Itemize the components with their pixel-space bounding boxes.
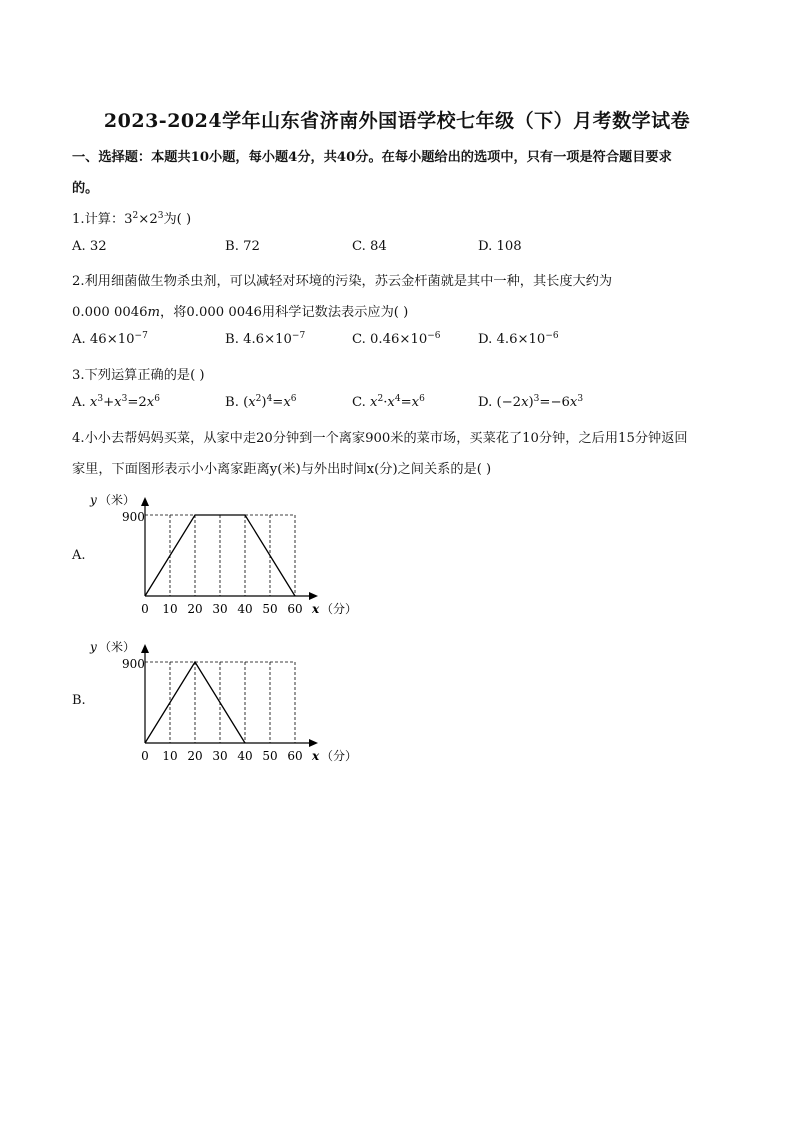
x-axis-label: （分） xyxy=(321,602,358,616)
x-tick-10: 10 xyxy=(162,749,178,763)
x-tick-50: 50 xyxy=(262,749,278,763)
section-instructions-line1: 一、选择题：本题共10小题，每小题4分，共40分。在每小题给出的选项中，只有一项是符合题目要求 xyxy=(72,150,672,165)
question-3-option-c[interactable]: C. $x^2\cdot x^4=x^6$ xyxy=(352,394,425,410)
question-2-length: 0.000 0046 xyxy=(72,305,148,320)
y-axis-var: y xyxy=(90,493,97,507)
x-tick-40: 40 xyxy=(237,749,253,763)
y-axis-arrow-icon xyxy=(141,644,149,653)
x-tick-30: 30 xyxy=(212,602,228,616)
x-tick-60: 60 xyxy=(287,602,303,616)
x-tick-0: 0 xyxy=(141,602,149,616)
x-tick-20: 20 xyxy=(187,602,203,616)
question-3-option-d[interactable]: D. $(-2x)^3=-6x^3$ xyxy=(478,394,584,410)
question-2-line2-rest: ，将0.000 0046用科学记数法表示应为( ) xyxy=(160,305,409,320)
x-tick-0: 0 xyxy=(141,749,149,763)
x-tick-60: 60 xyxy=(287,749,303,763)
y-axis-label: （米） xyxy=(99,640,136,654)
question-1-prefix: 1.计算： xyxy=(72,212,125,227)
question-1-option-a[interactable]: A. 32 xyxy=(72,239,107,254)
exam-title: 2023-2024学年山东省济南外国语学校七年级（下）月考数学试卷 xyxy=(103,110,691,132)
y-axis-arrow-icon xyxy=(141,497,149,506)
question-2-option-d[interactable]: D. $4.6\times 10^{-6}$ xyxy=(478,331,559,347)
x-tick-20: 20 xyxy=(187,749,203,763)
x-tick-10: 10 xyxy=(162,602,178,616)
x-axis-var: x xyxy=(312,602,320,616)
y-axis-var: y xyxy=(90,640,97,654)
question-3-stem: 3.下列运算正确的是( ) xyxy=(72,368,205,383)
question-4-graph-a xyxy=(88,488,368,624)
question-1-expression: $3^2\times 2^3$ xyxy=(124,211,164,227)
x-axis-arrow-icon xyxy=(309,592,318,600)
x-tick-30: 30 xyxy=(212,749,228,763)
question-4-line2: 家里，下面图形表示小小离家距离y(米)与外出时间x(分)之间关系的是( ) xyxy=(72,462,492,477)
question-1-option-b[interactable]: B. 72 xyxy=(225,239,260,254)
x-tick-40: 40 xyxy=(237,602,253,616)
x-axis-label: （分） xyxy=(321,749,358,763)
grid-lines xyxy=(145,515,295,596)
y-tick-900: 900 xyxy=(122,657,145,671)
x-tick-labels xyxy=(141,749,302,763)
x-tick-labels xyxy=(141,602,302,616)
y-axis-label: （米） xyxy=(99,493,136,507)
question-2-option-b[interactable]: B. $4.6\times 10^{-7}$ xyxy=(225,331,306,347)
question-2-line1: 2.利用细菌做生物杀虫剂，可以减轻对环境的污染，苏云金杆菌就是其中一种，其长度大约为 xyxy=(72,274,613,289)
question-2-option-c[interactable]: C. $0.46\times 10^{-6}$ xyxy=(352,331,441,347)
y-tick-900: 900 xyxy=(122,510,145,524)
question-4-option-b-label[interactable]: B. xyxy=(72,693,86,708)
question-3-option-a[interactable]: A. $x^3+x^3=2x^6$ xyxy=(72,394,160,410)
question-3-option-b[interactable]: B. $(x^2)^4=x^6$ xyxy=(225,394,297,410)
question-2-line2 xyxy=(72,301,408,320)
question-4-graph-b xyxy=(88,635,368,771)
question-1-suffix: 为( ) xyxy=(163,212,192,227)
question-1-option-d[interactable]: D. 108 xyxy=(478,239,522,254)
x-tick-50: 50 xyxy=(262,602,278,616)
section-instructions-line2: 的。 xyxy=(72,181,99,196)
question-1-stem xyxy=(72,208,191,227)
question-1-option-c[interactable]: C. 84 xyxy=(352,239,387,254)
x-axis-arrow-icon xyxy=(309,739,318,747)
question-4-option-a-label[interactable]: A. xyxy=(72,548,86,563)
x-axis-var: x xyxy=(312,749,320,763)
question-2-unit: m xyxy=(147,305,161,320)
question-2-option-a[interactable]: A. $46\times 10^{-7}$ xyxy=(72,331,148,347)
question-4-line1: 4.小小去帮妈妈买菜，从家中走20分钟到一个离家900米的菜市场，买菜花了10分钟，之后用15分钟返回 xyxy=(72,431,688,446)
